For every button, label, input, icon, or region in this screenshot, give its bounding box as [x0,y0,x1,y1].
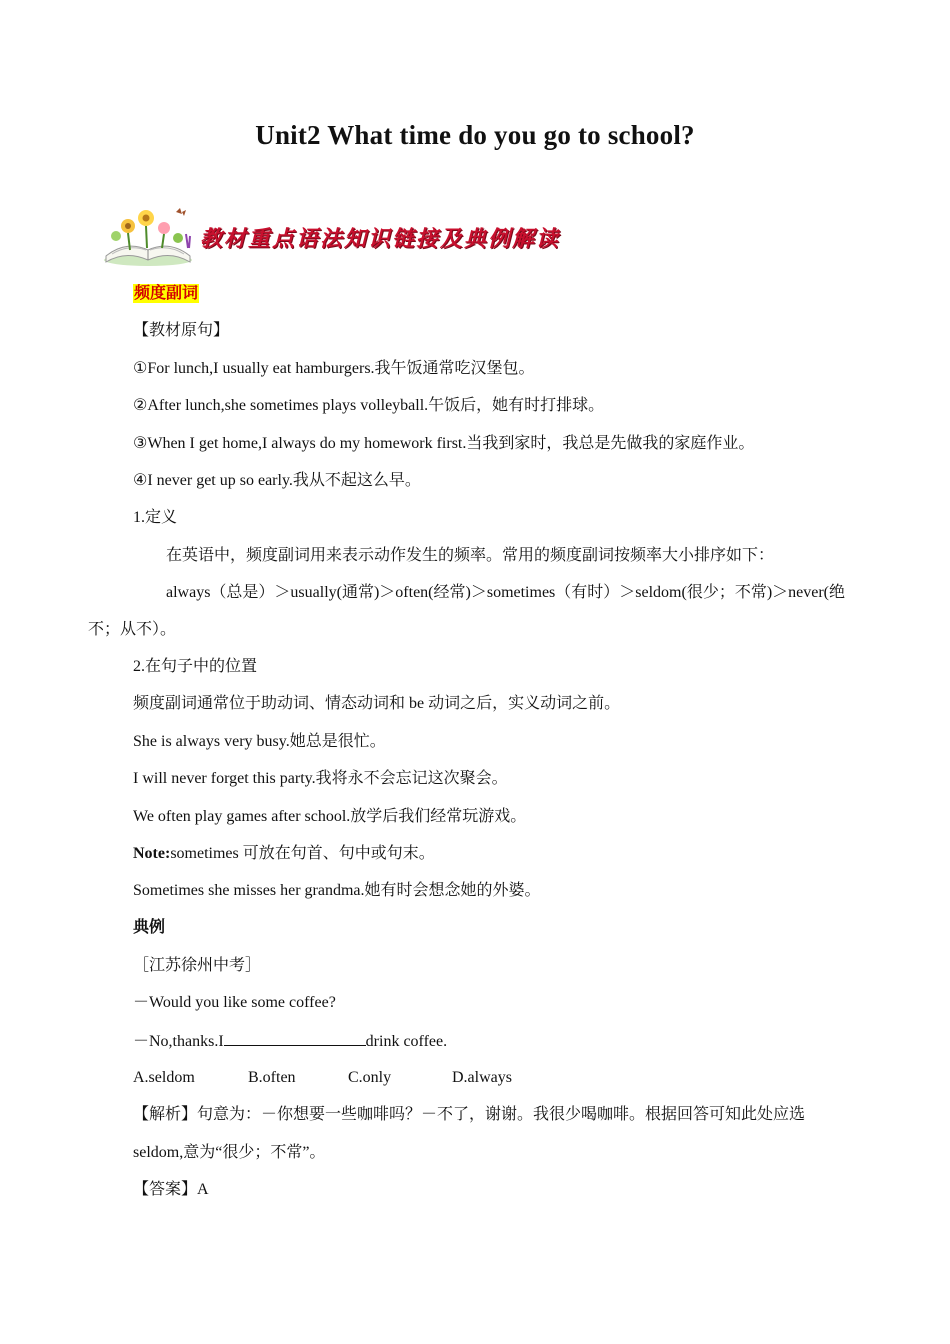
textbook-sentence: ③When I get home,I always do my homework first.当我到家时，我总是先做我的家庭作业。 [133,435,755,452]
example-sentence: We often play games after school.放学后我们经常玩游戏。 [133,808,527,825]
textbook-sentence: ②After lunch,she sometimes plays volleyball.午饭后，她有时打排球。 [133,397,605,414]
option-b: B.often [248,1069,296,1086]
page-title: Unit2 What time do you go to school? [255,120,695,150]
answer-text: 【答案】A [133,1181,209,1198]
dialogue-line: －Would you like some coffee? [133,994,336,1011]
position-text: 频度副词通常位于助动词、情态动词和 be 动词之后，实义动词之前。 [133,695,621,712]
note-label: Note: [133,845,171,862]
frequency-order: always（总是）＞usually(通常)＞often(经常)＞sometimes（有时）＞seldom(很少；不常)＞never(绝 [166,584,846,601]
definition-text: 在英语中，频度副词用来表示动作发生的频率。常用的频度副词按频率大小排序如下： [166,547,775,564]
option-c: C.only [348,1069,392,1086]
analysis-text-continued: seldom,意为“很少；不常”。 [133,1144,326,1161]
textbook-sentence: ④I never get up so early.我从不起这么早。 [133,472,421,489]
section-banner [100,204,600,268]
analysis-text: 【解析】句意为：－你想要一些咖啡吗？－不了，谢谢。我很少喝咖啡。根据回答可知此处应选 [133,1106,806,1123]
options-row [133,1068,512,1088]
section-heading: 频度副词 [134,285,199,302]
textbook-sentence: ①For lunch,I usually eat hamburgers.我午饭通常吃汉堡包。 [133,360,535,377]
note-line [133,844,435,864]
note-example: Sometimes she misses her grandma.她有时会想念她的外婆。 [133,882,541,899]
exercise-label: 典例 [133,919,166,936]
option-a: A.seldom [133,1069,195,1086]
answer-blank [224,1031,366,1046]
frequency-order-continued: 不；从不）。 [88,621,177,638]
note-text: sometimes 可放在句首、句中或句末。 [170,845,435,862]
banner-title: 教材重点语法知识链接及典例解读 [200,226,561,252]
option-d: D.always [452,1069,512,1086]
position-heading: 2.在句子中的位置 [133,658,258,675]
definition-heading: 1.定义 [133,509,178,526]
source-label: 【教材原句】 [133,322,230,339]
book-flowers-icon [100,204,196,268]
exercise-source: ［江苏徐州中考］ [133,957,262,974]
example-sentence: She is always very busy.她总是很忙。 [133,733,386,750]
example-sentence: I will never forget this party.我将永不会忘记这次聚会。 [133,770,508,787]
dialogue-line: －No,thanks.I drink coffee. [133,1033,448,1050]
